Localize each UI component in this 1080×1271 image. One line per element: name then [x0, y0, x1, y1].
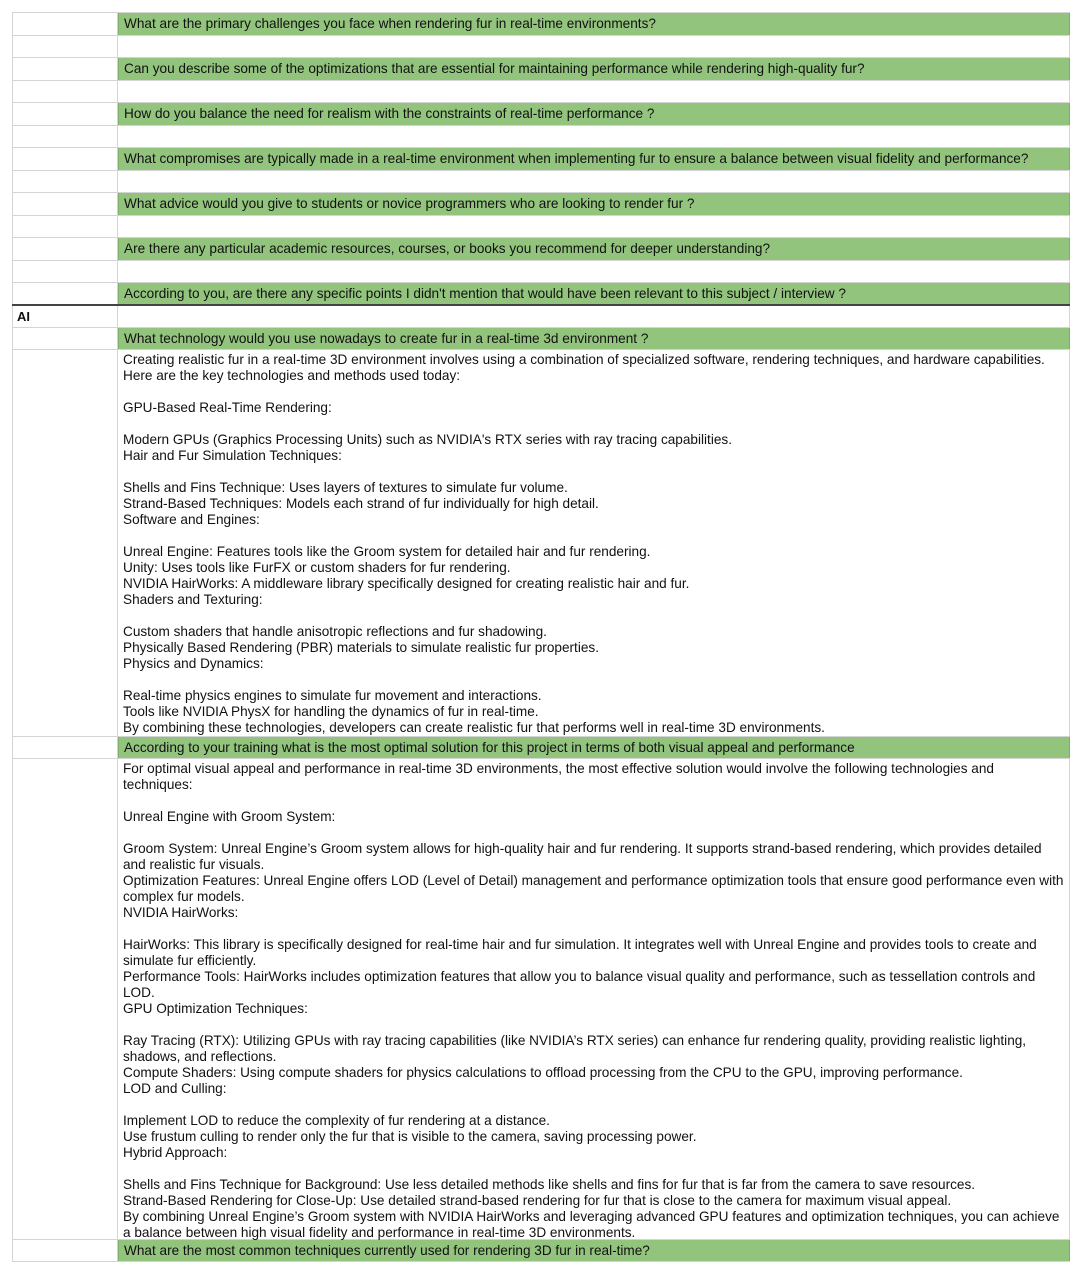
spreadsheet-grid	[12, 12, 1070, 1262]
cell-col-a[interactable]	[12, 238, 118, 260]
sheet-row[interactable]	[12, 216, 1070, 238]
question-cell[interactable]: Can you describe some of the optimizations that are essential for maintaining performance while rendering high-quality fur?	[118, 58, 1070, 80]
sheet-row[interactable]	[12, 328, 1070, 350]
question-cell[interactable]: What are the most common techniques currently used for rendering 3D fur in real-time?	[118, 1240, 1070, 1261]
sheet-row[interactable]	[12, 238, 1070, 261]
blank-cell[interactable]	[118, 126, 1070, 147]
sheet-row[interactable]	[12, 350, 1070, 737]
cell-col-a[interactable]	[12, 103, 118, 125]
sheet-row[interactable]	[12, 261, 1070, 283]
blank-cell[interactable]	[118, 36, 1070, 57]
cell-col-a[interactable]	[12, 171, 118, 192]
question-cell[interactable]: Are there any particular academic resources, courses, or books you recommend for deeper understanding?	[118, 238, 1070, 260]
answer-cell[interactable]: For optimal visual appeal and performance in real-time 3D environments, the most effective solution would involve the following technologies and techniques: Unreal Engine with Groom System: Groom System: Unreal Engine’s Groom system allows for high-quality hair and fur rendering. It supports strand-based rendering, which provides detailed and realistic fur visuals. Optimization Features: Unreal Engine offers LOD (Level of Detail) management and performance optimization tools that ensure good performance even with complex fur models. NVIDIA HairWorks: HairWorks: This library is specifically designed for real-time hair and fur simulation. It integrates well with Unreal Engine and provides tools to create and simulate fur efficiently. Performance Tools: HairWorks includes optimization features that allow you to balance visual quality and performance, such as tessellation controls and LOD. GPU Optimization Techniques: Ray Tracing (RTX): Utilizing GPUs with ray tracing capabilities (like NVIDIA’s RTX series) can enhance fur rendering quality, providing realistic lighting, shadows, and reflections. Compute Shaders: Using compute shaders for physics calculations to offload processing from the CPU to the GPU, improving performance. LOD and Culling: Implement LOD to reduce the complexity of fur rendering at a distance. Use frustum culling to render only the fur that is visible to the camera, saving processing power. Hybrid Approach: Shells and Fins Technique for Background: Use less detailed methods like shells and fins for fur that is far from the camera to save resources. Strand-Based Rendering for Close-Up: Use detailed strand-based rendering for fur that is close to the camera for maximum visual appeal. By combining Unreal Engine’s Groom system with NVIDIA HairWorks and leveraging advanced GPU features and optimization techniques, you can achieve a balance between high visual fidelity and performance in real-time 3D environments.	[118, 759, 1070, 1239]
sheet-row[interactable]	[12, 283, 1070, 306]
cell-col-a[interactable]	[12, 58, 118, 80]
blank-cell[interactable]	[118, 216, 1070, 237]
sheet-row[interactable]	[12, 306, 1070, 328]
blank-cell[interactable]	[118, 171, 1070, 192]
answer-cell[interactable]: Creating realistic fur in a real-time 3D environment involves using a combination of specialized software, rendering techniques, and hardware capabilities. Here are the key technologies and methods used today: GPU-Based Real-Time Rendering: Modern GPUs (Graphics Processing Units) such as NVIDIA's RTX series with ray tracing capabilities. Hair and Fur Simulation Techniques: Shells and Fins Technique: Uses layers of textures to simulate fur volume. Strand-Based Techniques: Models each strand of fur individually for high detail. Software and Engines: Unreal Engine: Features tools like the Groom system for detailed hair and fur rendering. Unity: Uses tools like FurFX or custom shaders for fur rendering. NVIDIA HairWorks: A middleware library specifically designed for creating realistic hair and fur. Shaders and Texturing: Custom shaders that handle anisotropic reflections and fur shadowing. Physically Based Rendering (PBR) materials to simulate realistic fur properties. Physics and Dynamics: Real-time physics engines to simulate fur movement and interactions. Tools like NVIDIA PhysX for handling the dynamics of fur in real-time. By combining these technologies, developers can create realistic fur that performs well in real-time 3D environments.	[118, 350, 1070, 736]
sheet-row[interactable]	[12, 737, 1070, 759]
cell-col-a[interactable]	[12, 36, 118, 57]
sheet-row[interactable]	[12, 81, 1070, 103]
sheet-row[interactable]	[12, 103, 1070, 126]
cell-col-a[interactable]	[12, 350, 118, 736]
question-cell[interactable]: What technology would you use nowadays to create fur in a real-time 3d environment ?	[118, 328, 1070, 349]
sheet-row[interactable]	[12, 193, 1070, 216]
question-cell[interactable]: What are the primary challenges you face when rendering fur in real-time environments?	[118, 13, 1070, 35]
sheet-row[interactable]	[12, 148, 1070, 171]
sheet-row[interactable]	[12, 58, 1070, 81]
section-label-cell[interactable]: AI	[12, 306, 118, 327]
sheet-row[interactable]	[12, 759, 1070, 1240]
question-cell[interactable]: According to your training what is the most optimal solution for this project in terms of both visual appeal and performance	[118, 737, 1070, 758]
blank-cell[interactable]	[118, 306, 1070, 327]
blank-cell[interactable]	[118, 81, 1070, 102]
cell-col-a[interactable]	[12, 759, 118, 1239]
question-cell[interactable]: What advice would you give to students or novice programmers who are looking to render fur ?	[118, 193, 1070, 215]
question-cell[interactable]: How do you balance the need for realism with the constraints of real-time performance ?	[118, 103, 1070, 125]
sheet-row[interactable]	[12, 13, 1070, 36]
cell-col-a[interactable]	[12, 328, 118, 349]
sheet-row[interactable]	[12, 1240, 1070, 1262]
question-cell[interactable]: What compromises are typically made in a real-time environment when implementing fur to ensure a balance between visual fidelity and performance?	[118, 148, 1070, 170]
sheet-row[interactable]	[12, 36, 1070, 58]
cell-col-a[interactable]	[12, 1240, 118, 1261]
sheet-row[interactable]	[12, 171, 1070, 193]
cell-col-a[interactable]	[12, 216, 118, 237]
cell-col-a[interactable]	[12, 283, 118, 304]
question-cell[interactable]: According to you, are there any specific points I didn't mention that would have been relevant to this subject / interview ?	[118, 283, 1070, 304]
sheet-row[interactable]	[12, 126, 1070, 148]
cell-col-a[interactable]	[12, 261, 118, 282]
cell-col-a[interactable]	[12, 81, 118, 102]
cell-col-a[interactable]	[12, 193, 118, 215]
cell-col-a[interactable]	[12, 148, 118, 170]
cell-col-a[interactable]	[12, 737, 118, 758]
cell-col-a[interactable]	[12, 13, 118, 35]
blank-cell[interactable]	[118, 261, 1070, 282]
cell-col-a[interactable]	[12, 126, 118, 147]
